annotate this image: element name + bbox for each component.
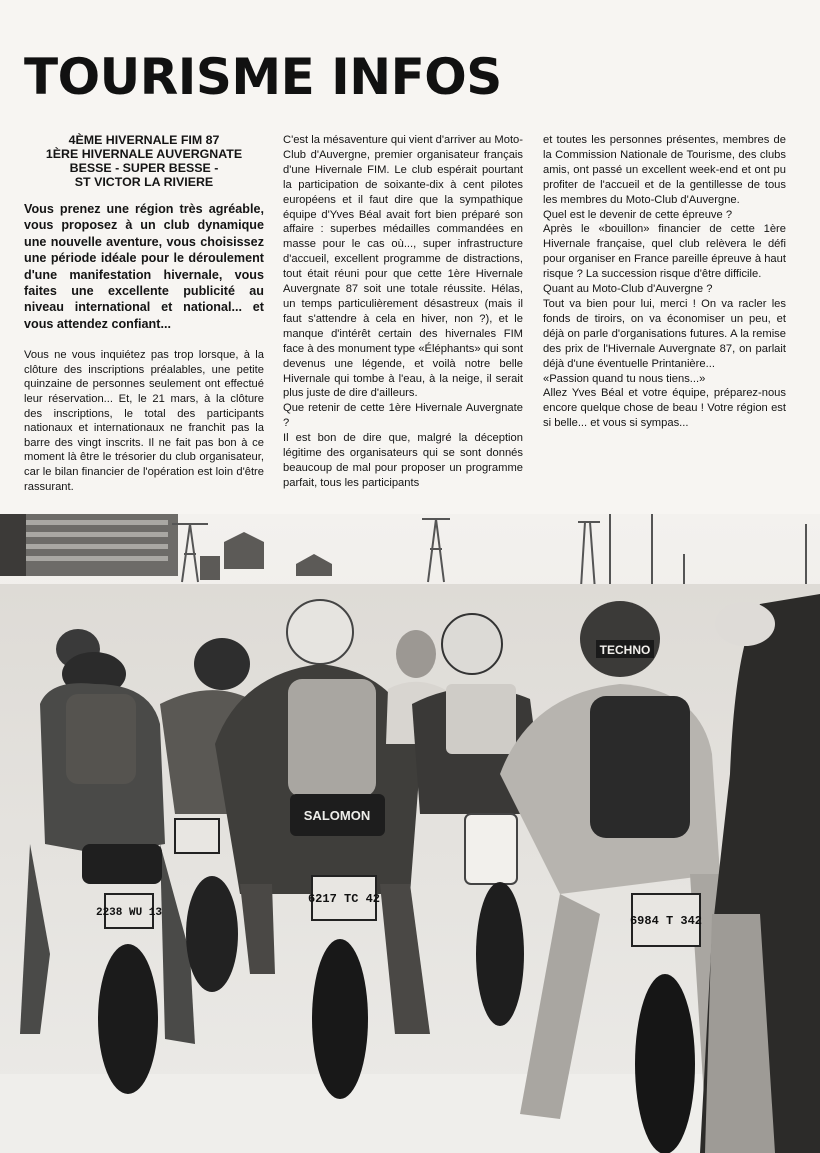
apartment-building [0, 514, 178, 576]
article-lead: Vous prenez une région très agréable, vous proposez à un club dynamique une nouvelle aventure, vous choisissez une période idéale pour le déroulement d'une manifestation hivernale, vous faites une excellente publicité au niveau international et national... et vous attendez confiant... [24, 202, 264, 331]
column-3-quote: «Passion quand tu nous tiens...» [543, 372, 706, 385]
column-3-question-2: Quant au Moto-Club d'Auvergne ? [543, 283, 713, 296]
license-plate-right: 6984 T 342 [629, 914, 703, 928]
helmet-logo-text: TECHNO [599, 643, 651, 657]
column-1-body: Vous ne vous inquiétez pas trop lorsque, à la clôture des inscriptions préalables, une petite quinzaine de personnes seulement ont effectué leur réservation... Et, le 21 mars, à la clôture des inscriptions, le total des participants nationaux et internationaux ne franchit pas la barre des vingt inscrits. Il ne fait pas bon à ce moment là être le trésorier du club organisateur, car le bilan financier de l'opération est loin d'être rassurant. [24, 349, 264, 493]
article-headline [24, 133, 264, 189]
headline-line-1: 4ÈME HIVERNALE FIM 87 [68, 133, 220, 147]
license-plate-left: 2238 WU 13 [95, 907, 163, 919]
column-3-paragraph-3: Tout va bien pour lui, merci ! On va racler les fonds de tiroirs, on va économiser un peu, et déjà on parle d'organisations futures. A la remise des prix de l'Hivernale Auvergnate 87, on parlait déjà d'une éventuelle Printanière... [543, 297, 786, 370]
headline-line-3: BESSE - SUPER BESSE - [69, 161, 219, 175]
column-2 [283, 133, 523, 491]
column-3-question-1: Quel est le devenir de cette épreuve ? [543, 208, 733, 221]
column-2-paragraph-1: C'est la mésaventure qui vient d'arriver au Moto-Club d'Auvergne, premier organisateur français d'une Hivernale FIM. Le club espérait pourtant la participation de soixante-dix à cent pilotes européens et il faut dire que la sympathique équipe d'Yves Béal avait fort bien préparé son affaire : superbes médailles commandées en masse pour le cas où..., super infrastructure d'accueil, excellent programme de distractions, tout était réuni pour que cette 1ère Hivernale Auvergnate 87 soit une totale réussite. Hélas, un temps particulièrement désastreux (mais il faut s'attendre à cela en hiver, non ?), et le manque d'intérêt certain des hivernales FIM face à des monument type «Éléphants» qui sont devenus une légende, et voilà notre belle Hivernale qui tombe à l'eau, à la neige, il serait plus juste de dire d'ailleurs. [283, 134, 523, 400]
headline-line-4: ST VICTOR LA RIVIERE [74, 175, 214, 189]
column-3 [543, 133, 786, 431]
headline-line-2: 1ÈRE HIVERNALE AUVERGNATE [45, 147, 243, 161]
column-3-paragraph-2: Après le «bouillon» financier de cette 1ère Hivernale française, quel club relèvera le défi pour organiser en France pareille épreuve à haut risque ? La succession risque d'être difficile. [543, 223, 786, 281]
column-3-paragraph-4: Allez Yves Béal et votre équipe, préparez-nous encore quelque chose de beau ! Votre région est si belle... et vous si sympas... [543, 387, 786, 430]
column-3-paragraph-1: et toutes les personnes présentes, membres de la Commission Nationale de Tourisme, des clubs amis, ont passé un excellent week-end et ont pu profiter de l'accueil et de la gentillesse de tous les membres du Moto-Club d'Auvergne. [543, 134, 786, 206]
bag-logo-text: SALOMON [303, 808, 371, 823]
column-2-paragraph-2: Il est bon de dire que, malgré la déception légitime des organisateurs qui se sont donnés beaucoup de mal pour proposer un programme parfait, tous les participants [283, 432, 523, 489]
column-1 [24, 133, 264, 494]
column-2-question: Que retenir de cette 1ère Hivernale Auvergnate ? [283, 402, 523, 430]
masthead-title: TOURISME INFOS [24, 48, 502, 106]
riders-in-snow-photo [0, 514, 820, 1153]
license-plate-centre: 6217 TC 42 [307, 892, 381, 906]
